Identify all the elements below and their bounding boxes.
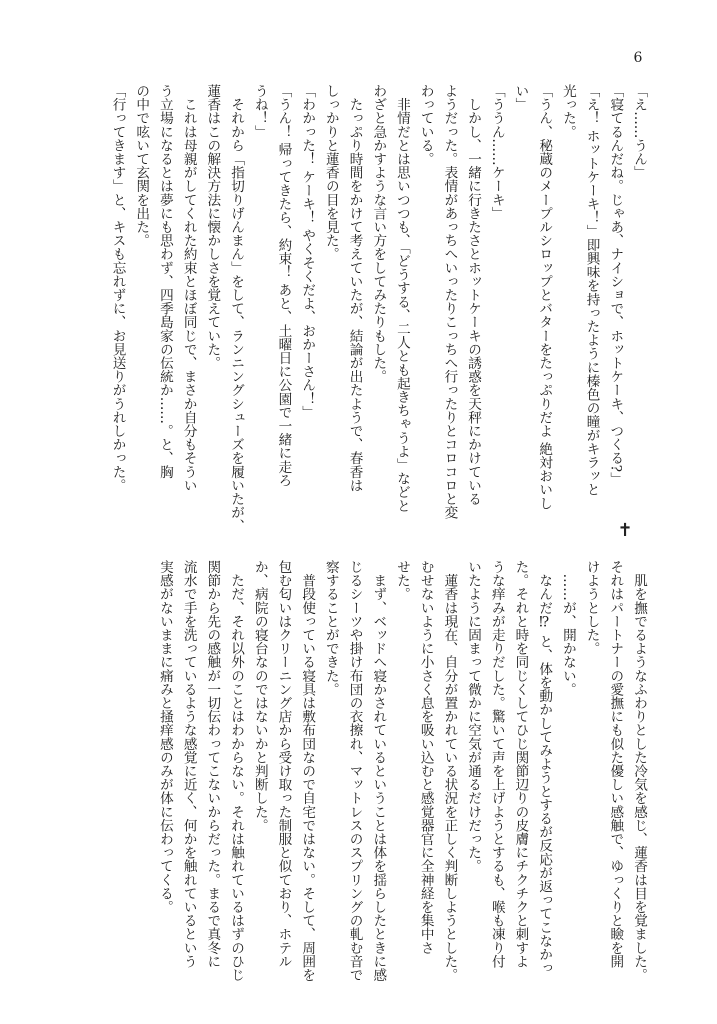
- text-line: 包む匂いはクリーニング店から受け取った制服と似ており、ホテル: [275, 560, 292, 968]
- text-line: か、病院の寝台なのではないかと判断した。: [251, 560, 268, 832]
- text-line: むせないように小さく息を吸い込むと感覚器官に全神経を集中さ: [417, 560, 434, 955]
- text-line: 「わかった！ ケーキ！ やくそくだよ、おかーさん！」: [299, 84, 316, 420]
- text-line: しっかりと蓮香の目を見た。: [322, 84, 339, 261]
- text-line: わざと急かすような言い方をしてみたりもした。: [370, 84, 387, 384]
- text-line: わっている。: [417, 84, 434, 166]
- text-line: せた。: [393, 560, 410, 601]
- text-line: 「ううん……ケーキ」: [488, 84, 505, 220]
- text-line: 「寝てるんだね。じゃあ、ナイショで、ホットケーキ、つくる?」: [607, 84, 624, 486]
- text-line: なんだ⁉ と、体を動かしてみようとするが反応が返ってこなかっ: [536, 560, 553, 975]
- text-line: 肌を撫でるようなふわりとした冷気を感じ、蓮香は目を覚ました。: [631, 560, 647, 982]
- text-line: 普段使っている寝具は敷布団なので自宅ではない。そして、周囲を: [299, 560, 316, 982]
- text-line: 実感がないままに痛みと掻痒感のみが体に伝わってくる。: [156, 560, 173, 914]
- text-line: 「行ってきます」と、キスも忘れずに、お見送りがうれしかった。: [109, 84, 126, 492]
- text-block-upper: [109, 84, 650, 533]
- text-line: けようとした。: [583, 560, 600, 656]
- text-line: それはパートナーの愛撫にも似た優しい感触で、ゆっくりと瞼を開: [607, 560, 624, 968]
- section-separator: ✝: [617, 520, 633, 541]
- text-line: 「え！ ホットケーキ！」即興味を持ったように榛色の瞳がキラッと: [583, 84, 600, 497]
- text-line: うな痒みが走りだした。驚いて声を上げようとするも、喉も凍り付: [488, 560, 505, 968]
- text-line: 蓮香はこの解決方法に懐かしさを覚えていた。: [204, 84, 221, 370]
- page-number: 6: [633, 50, 643, 66]
- text-line: たっぷり時間をかけて考えていたが、結論が出たようで、春香は: [346, 84, 363, 492]
- text-line: 察することができた。: [322, 560, 339, 696]
- text-line: いたように固まって微かに空気が通るだけだった。: [465, 560, 482, 873]
- text-line: まず、ベッドへ寝かされているということは体を揺らしたときに感: [370, 560, 387, 982]
- text-line: それから「指切りげんまん」をして、ランニングシューズを履いたが、: [228, 84, 245, 533]
- text-line: 光った。: [559, 84, 576, 139]
- text-line: ただ、それ以外のことはわからない。それは触れているはずのひじ: [228, 560, 245, 982]
- text-line: の中で呟いて玄関を出た。: [133, 84, 150, 248]
- text-line: しかし、一緒に行きたさとホットケーキの誘惑を天秤にかけている: [465, 84, 482, 506]
- text-line: 非情だとは思いつつも、「どうする、二人とも起きちゃうよ」などと: [393, 84, 410, 513]
- text-line: うね！」: [251, 84, 268, 139]
- text-block-lower: [112, 560, 650, 982]
- text-line: 蓮香は現在、自分が置かれている状況を正しく判断しようとした。: [441, 560, 458, 982]
- text-line: ようだった。表情があっちへいったりこっちへ行ったりとコロコロと変: [441, 84, 458, 520]
- text-line: 流水で手を洗っているような感覚に近く、何かを触れているという: [180, 560, 197, 968]
- text-line: 「え……うん」: [631, 84, 647, 180]
- text-line: これは母親がしてくれた約束とほぼ同じで、まさか自分もそうい: [180, 84, 197, 492]
- text-line: 関節から先の感触が一切伝わってこないからだった。まるで真冬に: [204, 560, 221, 968]
- text-line: う立場になるとは夢にも思わず、四季島家の伝統か……。と、胸: [156, 84, 173, 479]
- text-line: じるシーツや掛け布団の衣擦れ、マットレスのスプリングの軋む音で: [346, 560, 363, 982]
- text-line: ……が、開かない。: [559, 560, 576, 696]
- text-line: い」: [512, 84, 529, 112]
- text-line: 「うん、秘蔵のメープルシロップとバターをたっぷりだよ 絶対おいし: [536, 84, 553, 510]
- text-line: た。それと時を同じくしてひじ関節辺りの皮膚にチクチクと刺すよ: [512, 560, 529, 968]
- text-line: 「うん！ 帰ってきたら、約束！ あと、土曜日に公園で一緒に走ろ: [275, 84, 292, 488]
